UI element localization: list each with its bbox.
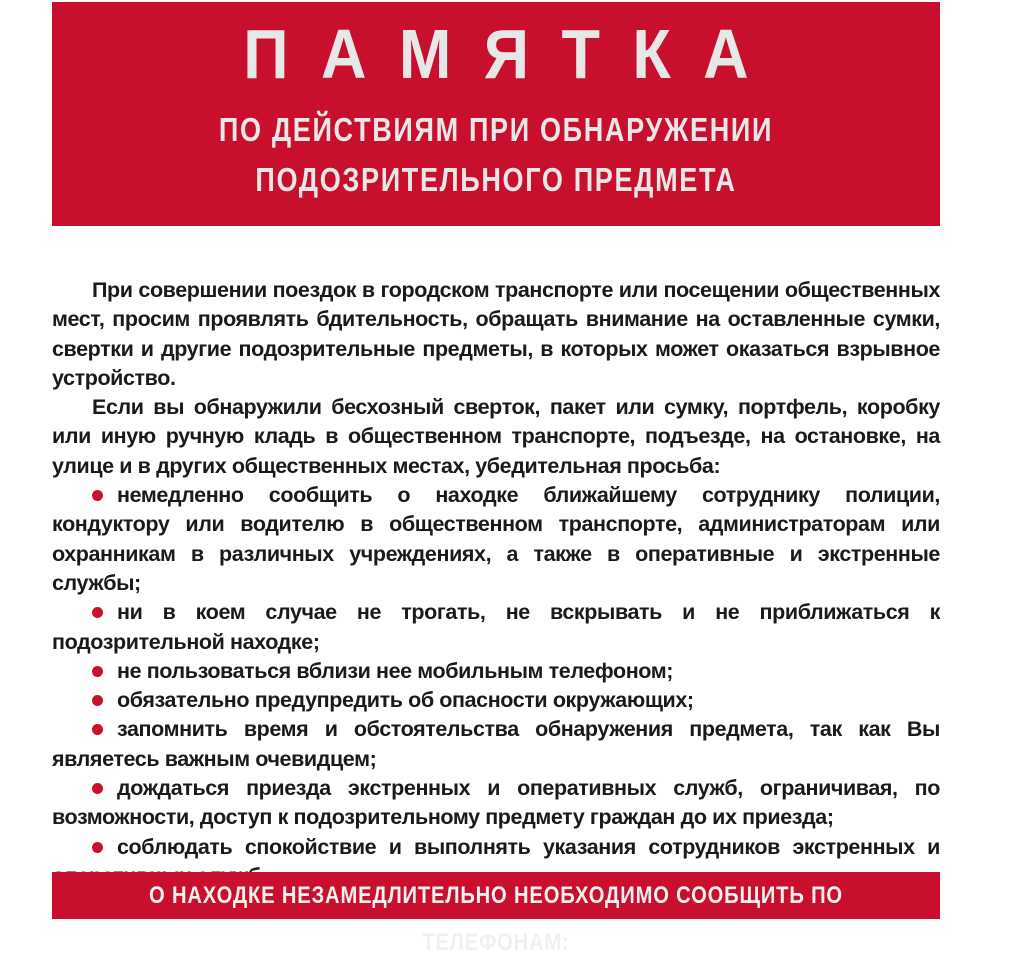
instruction-list xyxy=(52,481,940,891)
header-banner xyxy=(52,2,940,226)
footer-text: О НАХОДКЕ НЕЗАМЕДЛИТЕЛЬНО НЕОБХОДИМО СООБЩИТЬ ПО ТЕЛЕФОНАМ: xyxy=(149,882,843,956)
instruction-paragraph: Если вы обнаружили бесхозный сверток, пакет или сумку, портфель, коробку или иную ручную кладь в общественном транспорте, подъезде, на остановке, на улице и в других общественных местах, убедительная просьба: xyxy=(52,395,940,478)
list-item xyxy=(52,598,940,657)
page-subtitle-line-1: ПО ДЕЙСТВИЯМ ПРИ ОБНАРУЖЕНИИ xyxy=(218,111,774,148)
list-item xyxy=(52,715,940,774)
list-item xyxy=(52,657,940,686)
bullet-dot-icon xyxy=(92,842,103,853)
page-title: ПАМЯТКА xyxy=(243,15,782,93)
list-item xyxy=(52,774,940,833)
bullet-dot-icon xyxy=(92,666,103,677)
page-subtitle-line-2: ПОДОЗРИТЕЛЬНОГО ПРЕДМЕТА xyxy=(255,161,737,198)
bullet-dot-icon xyxy=(92,695,103,706)
footer-banner xyxy=(52,872,940,956)
list-item xyxy=(52,686,940,715)
list-item-text: не пользоваться вблизи нее мобильным телефоном; xyxy=(117,658,674,683)
list-item-text: ни в коем случае не трогать, не вскрывать и не приближаться к подозрительной находке; xyxy=(52,600,940,654)
bullet-dot-icon xyxy=(92,607,103,618)
list-item-text: немедленно сообщить о находке ближайшему сотруднику полиции, кондуктору или водителю в общественном транспорте, администраторам или охранникам в различных учреждениях, а также в оперативные и экстренные службы; xyxy=(52,483,940,595)
list-item-text: соблюдать спокойствие и выполнять указания сотрудников экстренных и xyxy=(117,834,940,859)
memo-body xyxy=(52,276,940,891)
list-item-text: запомнить время и обстоятельства обнаружения предмета, так как Вы являетесь важным очевидцем; xyxy=(52,717,940,771)
bullet-dot-icon xyxy=(92,783,103,794)
bullet-dot-icon xyxy=(92,724,103,735)
list-item xyxy=(52,481,940,598)
list-item-text: обязательно предупредить об опасности окружающих; xyxy=(117,688,694,713)
intro-paragraph: При совершении поездок в городском транспорте или посещении общественных мест, просим проявлять бдительность, обращать внимание на оставленные сумки, свертки и другие подозрительные предметы, в которых может оказаться взрывное устройство. xyxy=(52,278,940,390)
bullet-dot-icon xyxy=(92,490,103,501)
list-item-text: дождаться приезда экстренных и оперативных служб, ограничивая, по возможности, доступ к подозрительному предмету граждан до их приезда; xyxy=(52,776,940,830)
